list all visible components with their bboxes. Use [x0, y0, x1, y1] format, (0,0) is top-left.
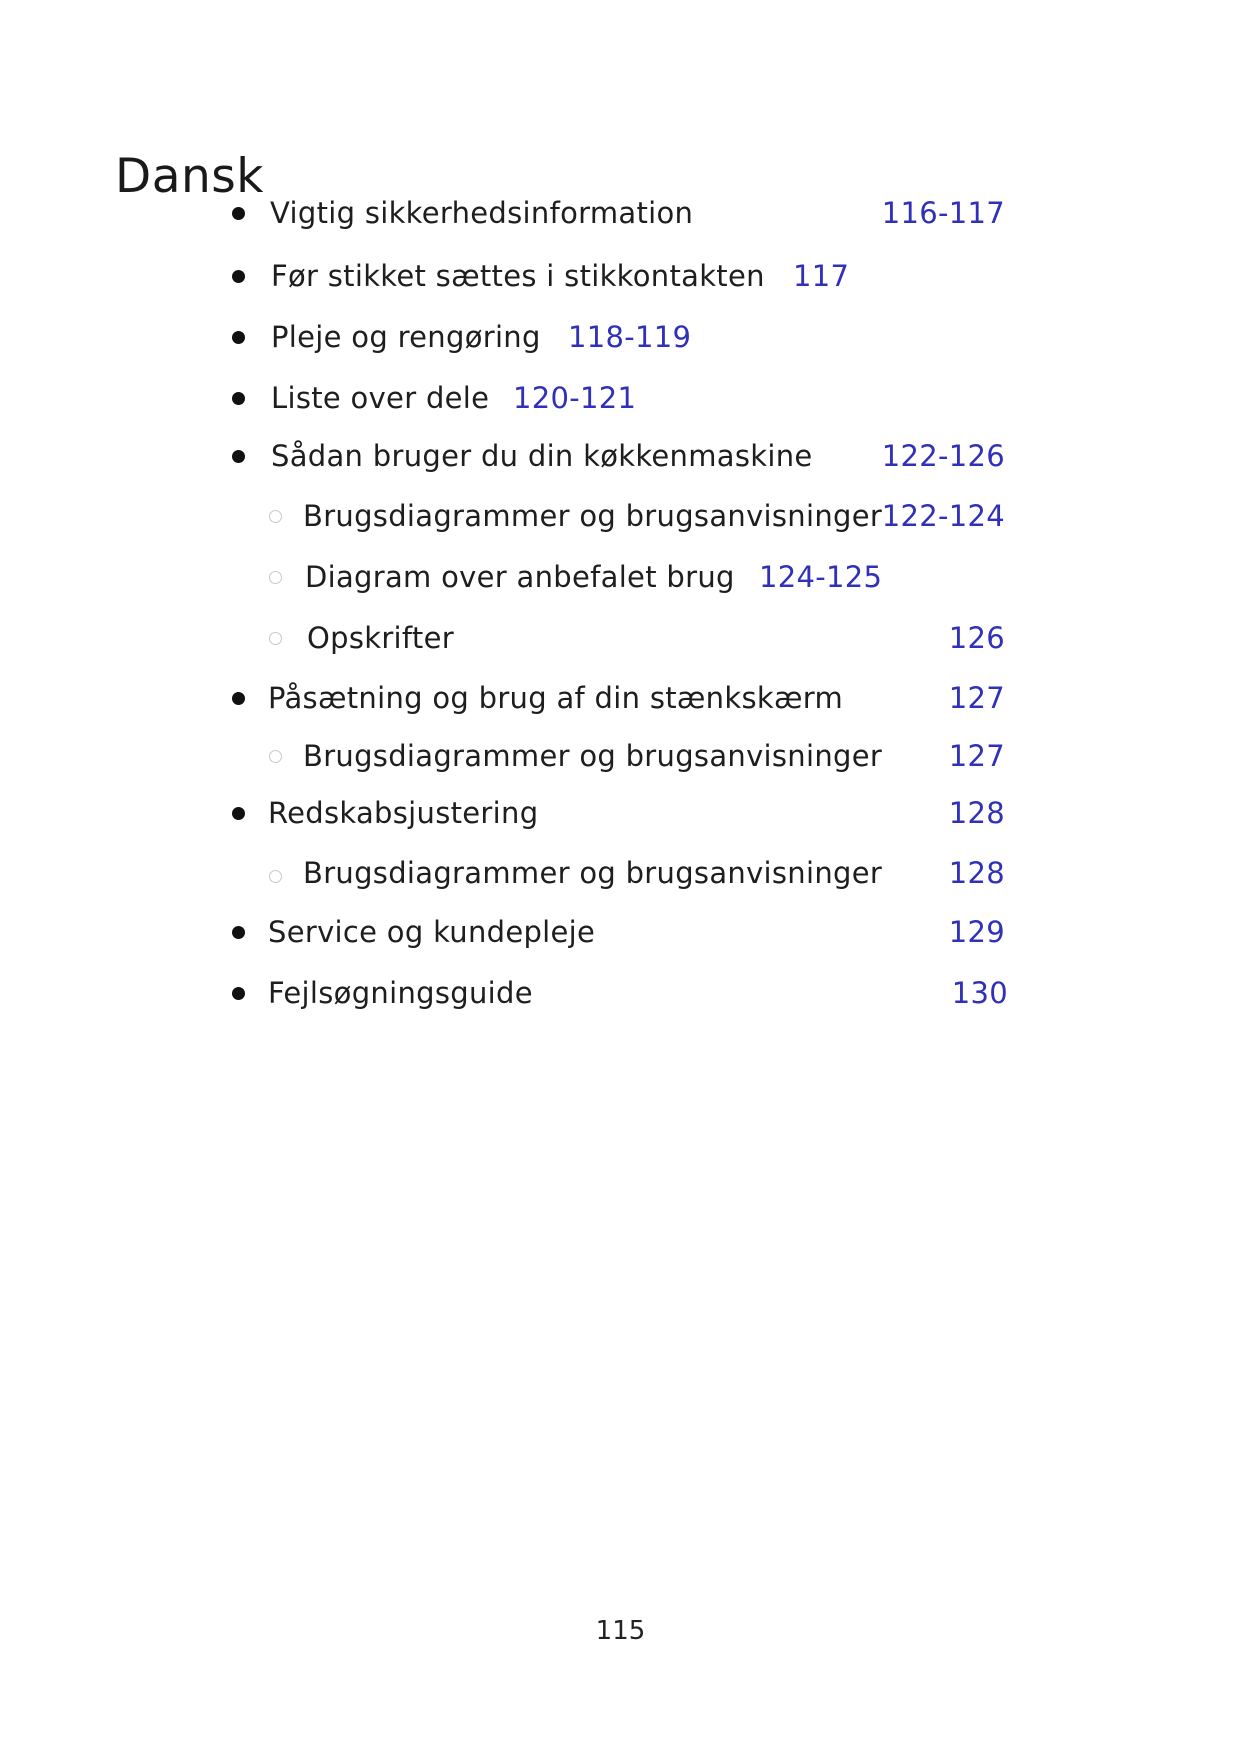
toc-item-label: Påsætning og brug af din stænkskærm [268, 681, 843, 715]
toc-item[interactable] [0, 193, 1241, 233]
bullet-icon [232, 987, 245, 1000]
toc-item[interactable] [0, 912, 1241, 952]
circle-bullet-icon [269, 571, 282, 584]
bullet-icon [232, 450, 245, 463]
toc-item-label: Sådan bruger du din køkkenmaskine [271, 439, 813, 473]
toc-item-pages[interactable]: 128 [948, 796, 1005, 830]
toc-item-label: Pleje og rengøring [271, 320, 541, 354]
toc-item[interactable] [0, 317, 1241, 357]
toc-item-pages[interactable]: 116-117 [881, 196, 1005, 230]
toc-item[interactable] [0, 793, 1241, 833]
circle-bullet-icon [269, 510, 282, 523]
toc-subitem-pages[interactable]: 124-125 [759, 560, 883, 594]
page-number: 115 [595, 1616, 646, 1646]
toc-item[interactable] [0, 436, 1241, 476]
toc-item[interactable] [0, 378, 1241, 418]
bullet-icon [232, 807, 245, 820]
toc-item[interactable] [0, 256, 1241, 296]
toc-subitem-pages[interactable]: 128 [948, 856, 1005, 890]
bullet-icon [232, 331, 245, 344]
bullet-icon [232, 926, 245, 939]
toc-item-pages[interactable]: 120-121 [513, 381, 637, 415]
toc-subitem-label: Brugsdiagrammer og brugsanvisninger [303, 499, 883, 533]
toc-item-pages[interactable]: 130 [951, 976, 1008, 1010]
toc-item-pages[interactable]: 122-126 [881, 439, 1005, 473]
circle-bullet-icon [269, 750, 282, 763]
toc-item[interactable] [0, 973, 1241, 1013]
toc-item-pages[interactable]: 117 [793, 259, 850, 293]
page-title: Dansk [115, 149, 264, 205]
toc-item-label: Før stikket sættes i stikkontakten [271, 259, 765, 293]
toc-subitem[interactable] [0, 557, 1241, 597]
toc-item-pages[interactable]: 118-119 [568, 320, 692, 354]
toc-item-label: Liste over dele [271, 381, 490, 415]
toc-subitem-label: Brugsdiagrammer og brugsanvisninger [303, 739, 883, 773]
toc-item-label: Service og kundepleje [268, 915, 596, 949]
toc-subitem[interactable] [0, 736, 1241, 776]
toc-item[interactable] [0, 678, 1241, 718]
bullet-icon [232, 270, 245, 283]
toc-subitem[interactable] [0, 618, 1241, 658]
toc-item-pages[interactable]: 127 [948, 681, 1005, 715]
toc-subitem-label: Opskrifter [307, 621, 454, 655]
toc-item-label: Vigtig sikkerhedsinformation [270, 196, 694, 230]
toc-subitem-pages[interactable]: 127 [948, 739, 1005, 773]
toc-subitem-pages[interactable]: 126 [948, 621, 1005, 655]
toc-subitem-label: Brugsdiagrammer og brugsanvisninger [303, 856, 883, 890]
circle-bullet-icon [269, 632, 282, 645]
toc-subitem[interactable] [0, 853, 1241, 893]
circle-bullet-icon [269, 870, 282, 883]
toc-item-label: Redskabsjustering [268, 796, 539, 830]
toc-item-label: Fejlsøgningsguide [268, 976, 533, 1010]
bullet-icon [232, 392, 245, 405]
bullet-icon [232, 692, 245, 705]
toc-subitem-pages[interactable]: 122-124 [881, 499, 1005, 533]
toc-subitem[interactable] [0, 496, 1241, 536]
toc-subitem-label: Diagram over anbefalet brug [305, 560, 735, 594]
toc-item-pages[interactable]: 129 [948, 915, 1005, 949]
bullet-icon [232, 207, 245, 220]
